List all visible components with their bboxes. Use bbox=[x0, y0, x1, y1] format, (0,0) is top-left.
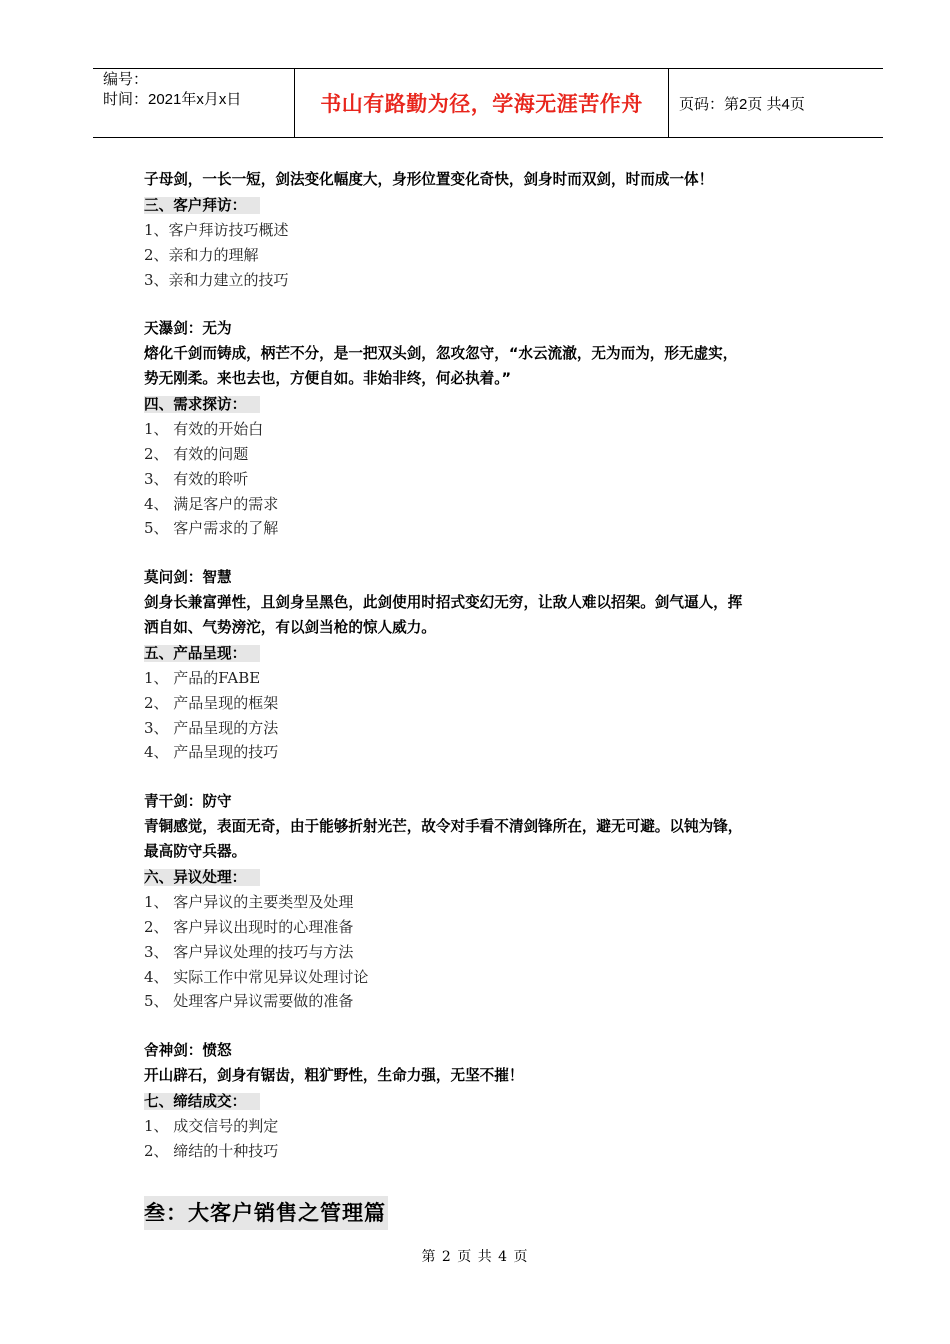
list-item: 3、 产品呈现的方法 bbox=[144, 718, 279, 737]
list-item: 2、亲和力的理解 bbox=[144, 245, 259, 264]
list-item: 1、客户拜访技巧概述 bbox=[144, 220, 289, 239]
list-item: 5、 处理客户异议需要做的准备 bbox=[144, 992, 354, 1011]
sword-description-line: 最高防守兵器。 bbox=[144, 843, 247, 861]
list-item: 2、 客户异议出现时的心理准备 bbox=[144, 917, 354, 936]
list-item: 2、 有效的问题 bbox=[144, 444, 249, 463]
list-item: 5、 客户需求的了解 bbox=[144, 519, 279, 538]
section-heading-text: 七、缔结成交： bbox=[144, 1093, 260, 1110]
list-item: 3、亲和力建立的技巧 bbox=[144, 270, 289, 289]
part-title bbox=[144, 1196, 388, 1230]
list-item: 3、 客户异议处理的技巧与方法 bbox=[144, 942, 354, 961]
blank-line bbox=[144, 765, 844, 790]
header-page-cell bbox=[669, 69, 883, 137]
document-time-label: 时间：2021年x月x日 bbox=[103, 91, 242, 108]
sword-description-line: 洒自如、气势滂沱，有以剑当枪的惊人威力。 bbox=[144, 619, 436, 637]
header-table bbox=[93, 68, 883, 138]
section-heading bbox=[144, 392, 844, 417]
header-meta-cell bbox=[93, 69, 295, 137]
list-item: 1、 产品的FABE bbox=[144, 668, 261, 687]
section-heading-text: 五、产品呈现： bbox=[144, 645, 260, 662]
section-heading bbox=[144, 193, 844, 218]
list-item: 1、 客户异议的主要类型及处理 bbox=[144, 892, 354, 911]
section-heading bbox=[144, 865, 844, 890]
sword-description-line: 舍神剑：愤怒 bbox=[144, 1042, 232, 1060]
blank-line bbox=[144, 541, 844, 566]
section-heading-text: 六、异议处理： bbox=[144, 869, 260, 886]
sword-description-line: 子母剑，一长一短，剑法变化幅度大，身形位置变化奇快，剑身时而双剑，时而成一体！ bbox=[144, 171, 714, 188]
list-item: 4、 实际工作中常见异议处理讨论 bbox=[144, 967, 369, 986]
sword-description-line: 势无刚柔。来也去也，方便自如。非始非终，何必执着。” bbox=[144, 370, 512, 388]
list-item: 1、 有效的开始白 bbox=[144, 419, 264, 438]
sword-description-line: 开山辟石，剑身有锯齿，粗犷野性，生命力强，无坚不摧！ bbox=[144, 1067, 524, 1085]
list-item: 4、 产品呈现的技巧 bbox=[144, 743, 279, 762]
document-body bbox=[144, 168, 844, 1164]
list-item: 1、 成交信号的判定 bbox=[144, 1116, 279, 1135]
header-motto-cell bbox=[295, 69, 669, 137]
section-heading-text: 四、需求探访： bbox=[144, 396, 260, 413]
sword-description-line: 天瀑剑：无为 bbox=[144, 320, 232, 338]
header-motto: 书山有路勤为径，学海无涯苦作舟 bbox=[320, 92, 643, 116]
sword-description-line: 剑身长兼富弹性，且剑身呈黑色，此剑使用时招式变幻无穷，让敌人难以招架。剑气逼人，挥 bbox=[144, 594, 743, 612]
list-item: 2、 缔结的十种技巧 bbox=[144, 1141, 279, 1160]
section-heading-text: 三、客户拜访： bbox=[144, 197, 260, 214]
list-item: 2、 产品呈现的框架 bbox=[144, 693, 279, 712]
header-page-number: 页码：第2页 共4页 bbox=[679, 95, 805, 113]
section-heading bbox=[144, 641, 844, 666]
blank-line bbox=[144, 1014, 844, 1039]
sword-description-line: 青干剑：防守 bbox=[144, 793, 232, 811]
list-item: 4、 满足客户的需求 bbox=[144, 494, 279, 513]
section-heading bbox=[144, 1089, 844, 1114]
list-item: 3、 有效的聆听 bbox=[144, 469, 249, 488]
part-title-text: 叁：大客户销售之管理篇 bbox=[144, 1196, 388, 1230]
blank-line bbox=[144, 292, 844, 317]
document-code-label: 编号： bbox=[103, 71, 149, 88]
sword-description-line: 青铜感觉，表面无奇，由于能够折射光芒，故令对手看不清剑锋所在，避无可避。以钝为锋， bbox=[144, 818, 743, 836]
sword-description-line: 熔化千剑而铸成，柄芒不分，是一把双头剑，忽攻忽守，“水云流澈，无为而为，形无虚实， bbox=[144, 345, 738, 363]
page-footer: 第 2 页 共 4 页 bbox=[421, 1249, 529, 1265]
sword-description-line: 莫问剑：智慧 bbox=[144, 569, 232, 587]
